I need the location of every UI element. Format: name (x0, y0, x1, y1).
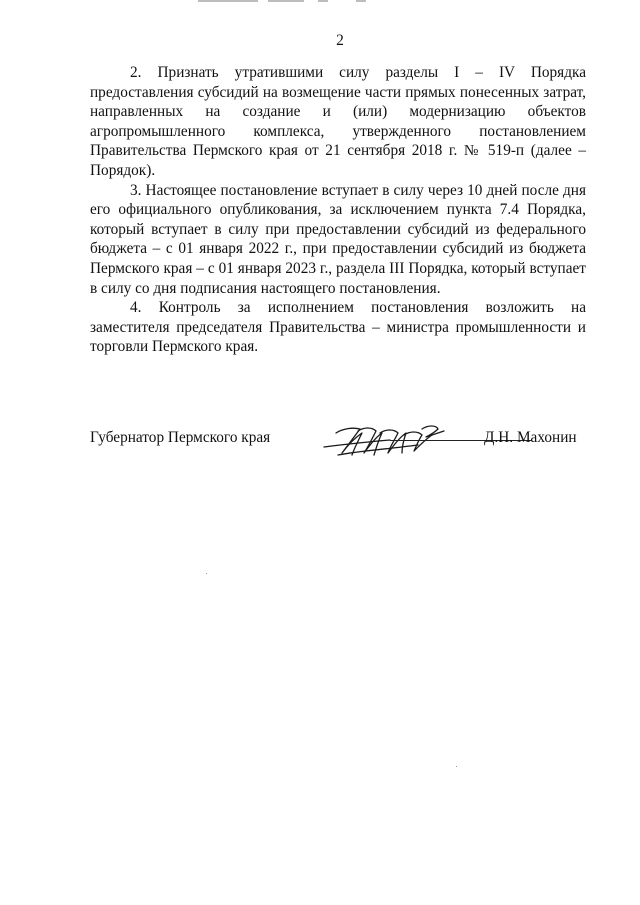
signatory-name: Д.Н. Махонин (484, 429, 577, 446)
scan-speck (206, 573, 207, 574)
paragraph-2: 2. Признать утратившими силу разделы I – IV Порядка предоставления субсидий на возмещение части прямых понесенных затрат, направленных на создание и (или) модернизацию объектов агропромышленного комплекса, утвержденного постановлением Правительства Пермского края от 21 сентября 2018 г. № 519-п (далее – Порядок). (90, 64, 586, 179)
signature-block (90, 429, 590, 469)
scan-speck (456, 766, 457, 767)
page-number: 2 (336, 32, 344, 49)
signatory-position: Губернатор Пермского края (90, 429, 271, 446)
scan-edge-marks (0, 0, 640, 6)
document-body (90, 63, 586, 357)
paragraph-3: 3. Настоящее постановление вступает в силу через 10 дней после дня его официального опубликования, за исключением пункта 7.4 Порядка, который вступает в силу при предоставлении субсидий из федерального бюджета – с 01 января 2022 г., при предоставлении субсидий из бюджета Пермского края – с 01 января 2023 г., раздела III Порядка, который вступает в силу со дня подписания настоящего постановления. (90, 181, 586, 297)
paragraph-4: 4. Контроль за исполнением постановления возложить на заместителя председателя Правительства – министра промышленности и торговли Пермского края. (90, 299, 586, 356)
